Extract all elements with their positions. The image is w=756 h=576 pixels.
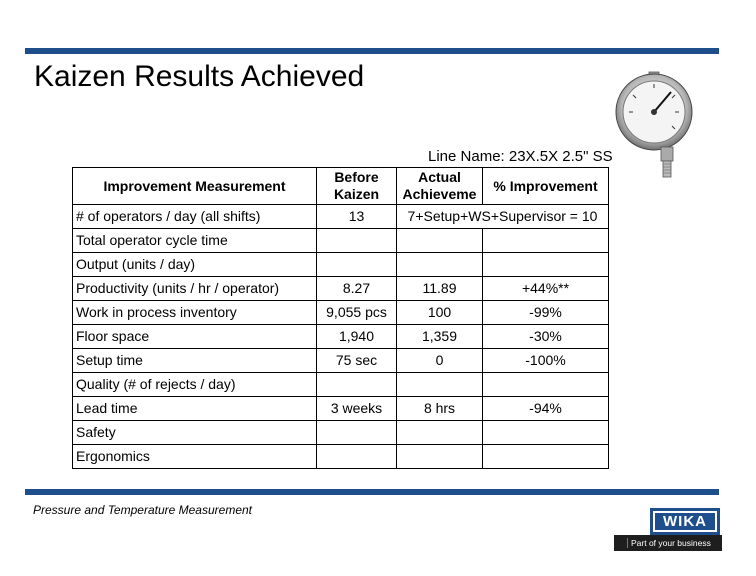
row-improvement: -100% bbox=[483, 349, 609, 373]
row-actual: 0 bbox=[397, 349, 483, 373]
kaizen-results-table bbox=[72, 167, 609, 469]
row-actual: 7+Setup+WS+Supervisor = 10 bbox=[397, 205, 609, 229]
row-actual bbox=[397, 373, 483, 397]
header-before-kaizen: Before Kaizen bbox=[317, 168, 397, 205]
tagline-mark-icon bbox=[617, 538, 628, 548]
row-before: 13 bbox=[317, 205, 397, 229]
row-measure: Output (units / day) bbox=[73, 253, 317, 277]
row-before: 8.27 bbox=[317, 277, 397, 301]
header-improvement-measurement: Improvement Measurement bbox=[73, 168, 317, 205]
row-improvement bbox=[483, 253, 609, 277]
row-improvement: -99% bbox=[483, 301, 609, 325]
table-row bbox=[73, 421, 609, 445]
table-row bbox=[73, 277, 609, 301]
row-improvement bbox=[483, 373, 609, 397]
row-measure: Floor space bbox=[73, 325, 317, 349]
top-divider bbox=[25, 48, 719, 54]
line-name-label: Line Name: 23X.5X 2.5" SS bbox=[428, 148, 613, 165]
row-actual: 11.89 bbox=[397, 277, 483, 301]
row-before bbox=[317, 253, 397, 277]
row-before bbox=[317, 229, 397, 253]
row-before: 9,055 pcs bbox=[317, 301, 397, 325]
row-before: 1,940 bbox=[317, 325, 397, 349]
table-row bbox=[73, 301, 609, 325]
table-row bbox=[73, 205, 609, 229]
row-actual bbox=[397, 421, 483, 445]
row-actual: 1,359 bbox=[397, 325, 483, 349]
row-before bbox=[317, 421, 397, 445]
table-row bbox=[73, 397, 609, 421]
row-actual bbox=[397, 445, 483, 469]
row-before bbox=[317, 445, 397, 469]
header-actual-achievement: Actual Achieveme bbox=[397, 168, 483, 205]
row-improvement: -30% bbox=[483, 325, 609, 349]
row-measure: Quality (# of rejects / day) bbox=[73, 373, 317, 397]
row-actual: 100 bbox=[397, 301, 483, 325]
row-actual bbox=[397, 253, 483, 277]
table-row bbox=[73, 445, 609, 469]
page-title: Kaizen Results Achieved bbox=[34, 60, 365, 93]
header-percent-improvement: % Improvement bbox=[483, 168, 609, 205]
row-measure: # of operators / day (all shifts) bbox=[73, 205, 317, 229]
row-actual bbox=[397, 229, 483, 253]
pressure-gauge-icon bbox=[613, 70, 693, 186]
row-measure: Ergonomics bbox=[73, 445, 317, 469]
row-measure: Work in process inventory bbox=[73, 301, 317, 325]
row-before bbox=[317, 373, 397, 397]
row-improvement bbox=[483, 445, 609, 469]
table-row bbox=[73, 349, 609, 373]
row-improvement: +44%** bbox=[483, 277, 609, 301]
row-measure: Total operator cycle time bbox=[73, 229, 317, 253]
table-row bbox=[73, 229, 609, 253]
table-row bbox=[73, 325, 609, 349]
row-before: 75 sec bbox=[317, 349, 397, 373]
logo-text: WIKA bbox=[653, 511, 717, 532]
row-actual: 8 hrs bbox=[397, 397, 483, 421]
row-measure: Lead time bbox=[73, 397, 317, 421]
row-improvement bbox=[483, 229, 609, 253]
wika-logo bbox=[650, 508, 720, 535]
table-row bbox=[73, 253, 609, 277]
tagline-text: Part of your business bbox=[631, 538, 711, 548]
row-improvement: -94% bbox=[483, 397, 609, 421]
footer-text: Pressure and Temperature Measurement bbox=[33, 503, 252, 517]
table-row bbox=[73, 373, 609, 397]
tagline-bar bbox=[614, 535, 722, 551]
row-improvement bbox=[483, 421, 609, 445]
table-header-row bbox=[73, 168, 609, 205]
row-before: 3 weeks bbox=[317, 397, 397, 421]
row-measure: Productivity (units / hr / operator) bbox=[73, 277, 317, 301]
bottom-divider bbox=[25, 489, 719, 495]
row-measure: Setup time bbox=[73, 349, 317, 373]
row-measure: Safety bbox=[73, 421, 317, 445]
